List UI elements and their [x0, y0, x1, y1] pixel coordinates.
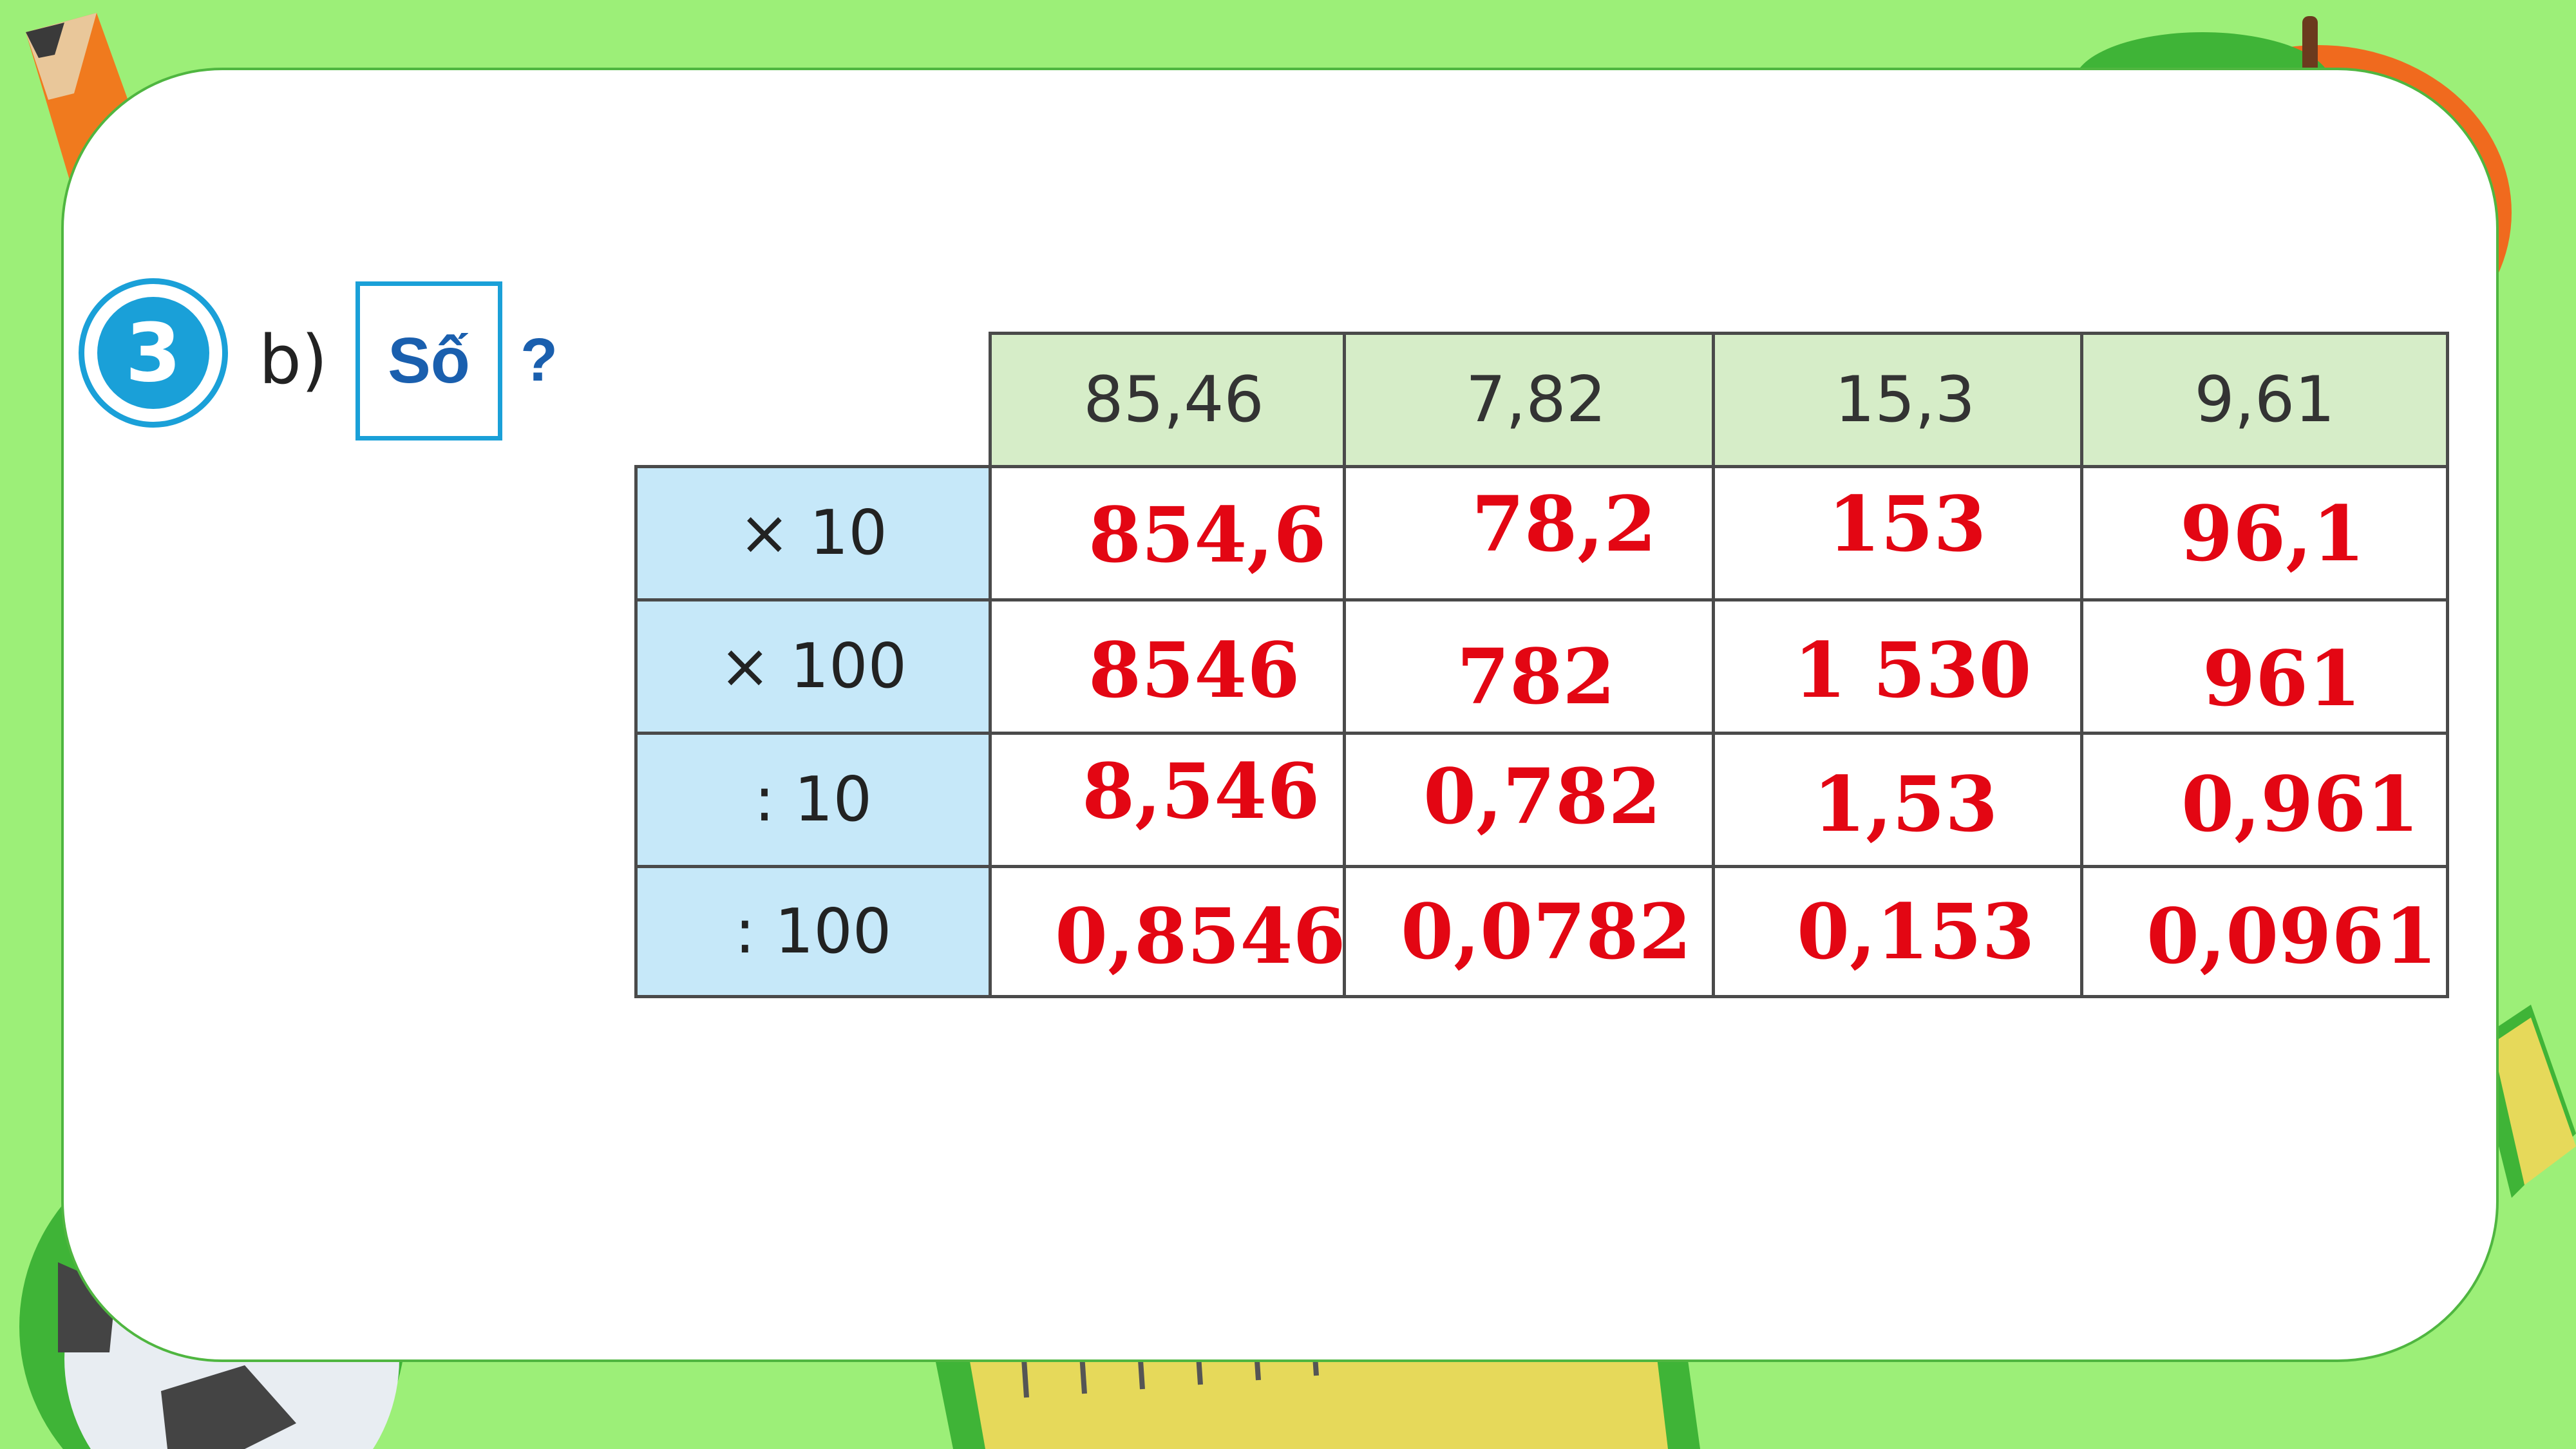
- answer-value: 0,0782: [1401, 887, 1692, 976]
- answer-value: 0,961: [2181, 759, 2420, 849]
- column-header: 85,46: [989, 332, 1359, 468]
- operation-label: : 100: [634, 865, 992, 998]
- operation-label: × 100: [634, 598, 992, 735]
- answer-value: 1,53: [1813, 759, 1998, 849]
- so-label-box: Số: [355, 281, 502, 440]
- answer-value: 78,2: [1472, 479, 1657, 569]
- operation-label: × 10: [634, 465, 992, 601]
- question-mark: ?: [520, 326, 558, 394]
- answer-value: 0,8546: [1055, 891, 1346, 981]
- exercise-number: 3: [97, 297, 209, 409]
- answer-value: 1 530: [1794, 625, 2032, 715]
- answer-value: 782: [1457, 632, 1616, 721]
- exercise-number-badge: [79, 278, 228, 428]
- answer-value: 0,153: [1797, 887, 2035, 976]
- answer-value: 8546: [1088, 625, 1300, 715]
- answer-value: 153: [1828, 479, 1987, 569]
- answer-value: 961: [2202, 634, 2362, 723]
- column-header: 7,82: [1343, 332, 1729, 468]
- exercise-part-label: b): [259, 321, 328, 399]
- answer-value: 0,782: [1423, 752, 1662, 841]
- answer-value: 96,1: [2180, 489, 2365, 578]
- answer-value: 8,546: [1082, 746, 1320, 836]
- column-header: 9,61: [2080, 332, 2449, 468]
- answer-value: 854,6: [1088, 490, 1327, 580]
- column-header: 15,3: [1712, 332, 2098, 468]
- operation-label: : 10: [634, 732, 992, 868]
- answer-value: 0,0961: [2146, 891, 2438, 981]
